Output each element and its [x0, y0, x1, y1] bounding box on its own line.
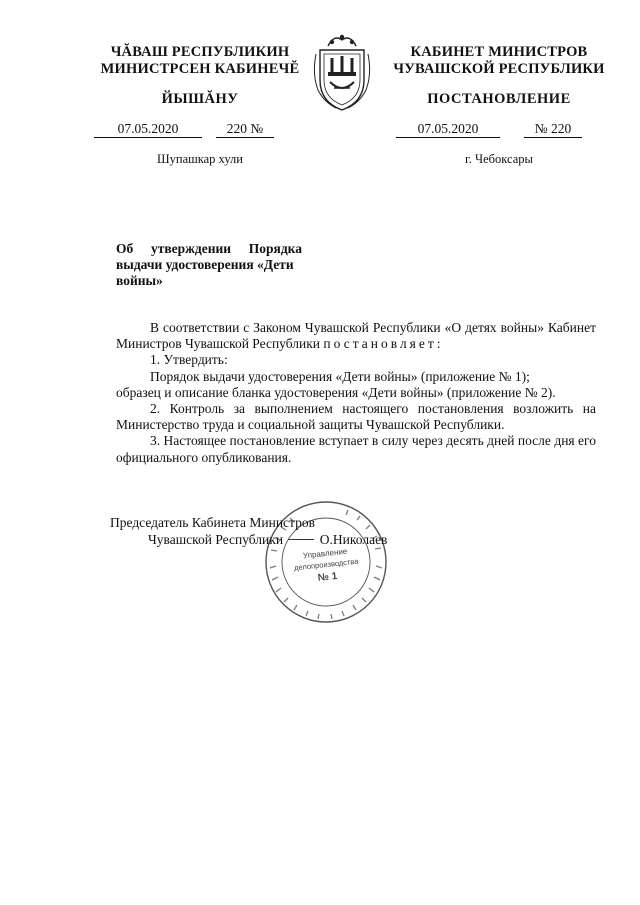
signature-line2: Чувашской Республики: [148, 532, 284, 547]
header-right-doc-type: ПОСТАНОВЛЕНИЕ: [427, 91, 571, 107]
signature-block: [110, 514, 410, 548]
signer-name: О.Николаев: [319, 532, 388, 547]
document-title-line2: выдачи удостоверения «Дети: [116, 257, 294, 272]
header-left-date: 07.05.2020: [94, 121, 202, 138]
header-left-org: [96, 44, 304, 78]
header-right-org: [388, 44, 610, 78]
header-left-city: Шупашкар хули: [157, 152, 243, 166]
body-paragraph-1-resolution: постановляет:: [323, 336, 444, 352]
body-paragraph-5: 2. Контроль за выполнением настоящего постановления возложить на Министерство труда и социальной защиты Чувашской Республики.: [116, 401, 596, 433]
header-left-doc-type: ЙЫШĂНУ: [161, 91, 239, 107]
header-left-number: 220 №: [216, 121, 274, 138]
signature-scribble: [288, 539, 314, 540]
header-right-line2: ЧУВАШСКОЙ РЕСПУБЛИКИ: [393, 61, 605, 77]
body-paragraph-2: 1. Утвердить:: [150, 352, 228, 368]
header-right-number: № 220: [524, 121, 582, 138]
header-left-line1: ЧĂВАШ РЕСПУБЛИКИН: [110, 44, 290, 60]
body-paragraph-1-text: В соответствии с Законом Чувашской Республики «О детях войны» Кабинет Министров Чувашской Республики: [116, 320, 596, 352]
signature-line1: Председатель Кабинета Министров: [110, 515, 315, 530]
document-body: [116, 320, 596, 466]
body-paragraph-3: Порядок выдачи удостоверения «Дети войны» (приложение № 1);: [150, 368, 530, 384]
header-left-line2: МИНИСТРСЕН КАБИНЕЧĔ: [100, 61, 300, 77]
coat-of-arms-icon: [310, 28, 374, 114]
header-right-city: г. Чебоксары: [465, 152, 533, 166]
document-title: [116, 241, 302, 289]
stamp-inner-line3: № 1: [317, 570, 338, 584]
document-title-line3: войны»: [116, 273, 163, 288]
header-right-line1: КАБИНЕТ МИНИСТРОВ: [410, 44, 588, 60]
body-paragraph-4: образец и описание бланка удостоверения «Дети войны» (приложение № 2).: [116, 384, 556, 400]
header-right-date: 07.05.2020: [396, 121, 500, 138]
document-title-line1: Об утверждении Порядка: [116, 241, 302, 256]
body-paragraph-6: 3. Настоящее постановление вступает в силу через десять дней после дня его официального опубликования.: [116, 433, 596, 465]
stamp-inner-line2: делопроизводства: [293, 556, 359, 573]
stamp-inner-line1: Управление: [302, 546, 348, 561]
body-paragraph-1: [116, 320, 596, 352]
signature-line2-row: [110, 531, 410, 548]
